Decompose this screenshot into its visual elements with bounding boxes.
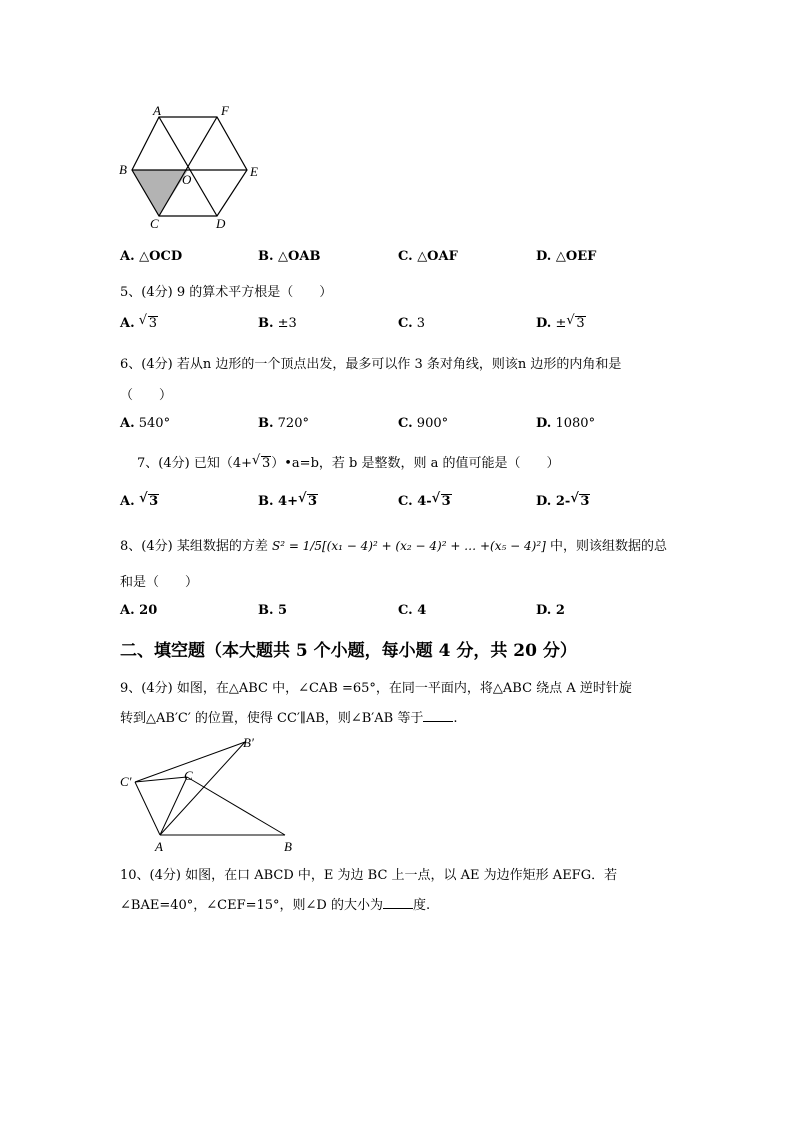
sqrt-expression: √ 3 bbox=[138, 313, 158, 331]
variance-formula: S² = 1/5[(x₁ − 4)² + (x₂ − 4)² + … +(x₅ − 4)²] bbox=[271, 539, 546, 553]
option-letter: A. bbox=[120, 249, 135, 264]
option-text: 900° bbox=[416, 416, 449, 431]
option-prefix: 2- bbox=[555, 494, 571, 509]
q7-option-c bbox=[398, 491, 452, 509]
label-d: D bbox=[216, 216, 226, 231]
q8-option-b bbox=[258, 603, 287, 618]
segment-ac-prime bbox=[135, 782, 160, 835]
option-letter: D. bbox=[536, 249, 552, 264]
option-letter: D. bbox=[536, 603, 552, 618]
radicand: 3 bbox=[441, 494, 451, 509]
segment-ab-prime bbox=[160, 742, 245, 835]
stem-part: ）•a=b，若 b 是整数，则 a 的值可能是（ ） bbox=[271, 456, 560, 471]
option-text: △OCD bbox=[139, 249, 183, 264]
section-title: 二、填空题（本大题共 5 个小题，每小题 4 分，共 20 分） bbox=[120, 641, 577, 661]
sqrt-expression: √ 3 bbox=[431, 491, 451, 509]
option-text: 720° bbox=[277, 416, 309, 431]
q8-option-c bbox=[398, 603, 426, 618]
rotation-figure bbox=[115, 733, 305, 858]
option-text: △OAF bbox=[417, 249, 458, 264]
option-letter: D. bbox=[536, 316, 552, 331]
stem-part: 8、(4分) 某组数据的方差 bbox=[120, 539, 268, 554]
q9-stem-line1: 9、(4分) 如图，在△ABC 中，∠CAB =65°，在同一平面内，将△ABC 绕点 A 逆时针旋 bbox=[120, 681, 632, 696]
q5-option-a bbox=[120, 313, 158, 331]
stem-part: 度. bbox=[413, 898, 431, 913]
q7-stem bbox=[137, 452, 560, 471]
radicand: 3 bbox=[580, 494, 590, 509]
segment-ac bbox=[160, 777, 187, 835]
option-prefix: ± bbox=[555, 316, 567, 331]
option-text: 5 bbox=[278, 603, 288, 618]
hexagon-figure bbox=[110, 100, 270, 235]
label-o: O bbox=[182, 172, 192, 187]
stem-part: 中，则该组数据的总 bbox=[549, 539, 667, 554]
label-f: F bbox=[221, 103, 229, 118]
option-letter: C. bbox=[398, 316, 413, 331]
radicand: 3 bbox=[576, 316, 585, 331]
option-letter: B. bbox=[258, 416, 274, 431]
q6-option-b bbox=[258, 416, 309, 431]
answer-blank[interactable] bbox=[423, 721, 453, 722]
q8-option-d bbox=[536, 603, 565, 618]
label-a: A bbox=[155, 839, 163, 854]
stem-part: 转到△AB′C′ 的位置，使得 CC′∥AB，则∠B′AB 等于 bbox=[120, 711, 424, 726]
q7-option-a bbox=[120, 491, 159, 509]
q6-option-d bbox=[536, 416, 595, 431]
radicand: 3 bbox=[148, 316, 158, 331]
option-letter: B. bbox=[258, 603, 274, 618]
q5-option-b bbox=[258, 316, 297, 331]
option-letter: D. bbox=[536, 494, 552, 509]
q9-stem-line2 bbox=[120, 707, 457, 726]
option-letter: C. bbox=[398, 416, 413, 431]
option-letter: C. bbox=[398, 603, 413, 618]
label-c: C bbox=[150, 216, 159, 231]
radicand: 3 bbox=[261, 456, 271, 471]
option-letter: C. bbox=[398, 249, 413, 264]
q4-option-c bbox=[398, 249, 458, 264]
radicand: 3 bbox=[149, 494, 159, 509]
label-e: E bbox=[250, 164, 258, 179]
label-b: B bbox=[119, 162, 127, 177]
label-c-prime: C′ bbox=[120, 774, 132, 789]
q6-stem-line2: （ ） bbox=[120, 388, 173, 403]
option-prefix: 4+ bbox=[278, 494, 298, 509]
option-text: ±3 bbox=[277, 316, 297, 331]
q5-option-c bbox=[398, 316, 425, 331]
option-text: 1080° bbox=[555, 416, 596, 431]
option-letter: C. bbox=[398, 494, 413, 509]
q6-stem-line1: 6、(4分) 若从n 边形的一个顶点出发，最多可以作 3 条对角线，则该n 边形的内角和是 bbox=[120, 357, 622, 372]
q4-option-a bbox=[120, 249, 182, 264]
q6-option-a bbox=[120, 416, 170, 431]
option-text: 20 bbox=[139, 603, 158, 618]
q7-option-b bbox=[258, 491, 318, 509]
label-a: A bbox=[153, 103, 161, 118]
radicand: 3 bbox=[308, 494, 318, 509]
sqrt-expression: √ 3 bbox=[570, 491, 590, 509]
q4-option-d bbox=[536, 249, 596, 264]
q5-stem: 5、(4分) 9 的算术平方根是（ ） bbox=[120, 285, 333, 300]
q8-stem-line2: 和是（ ） bbox=[120, 575, 199, 590]
q4-option-b bbox=[258, 249, 320, 264]
option-letter: D. bbox=[536, 416, 552, 431]
segment-cb bbox=[187, 777, 285, 835]
option-letter: A. bbox=[120, 494, 135, 509]
stem-part: 7、(4分) 已知（4+ bbox=[137, 456, 252, 471]
q8-stem-line1 bbox=[120, 535, 667, 554]
q10-stem-line2 bbox=[120, 894, 430, 913]
answer-blank[interactable] bbox=[383, 908, 413, 909]
label-b: B bbox=[284, 839, 292, 854]
option-text: 4 bbox=[417, 603, 427, 618]
option-letter: B. bbox=[258, 316, 274, 331]
sqrt-expression: √ 3 bbox=[298, 491, 318, 509]
stem-part: ∠BAE=40°，∠CEF=15°，则∠D 的大小为 bbox=[120, 898, 383, 913]
option-letter: A. bbox=[120, 603, 135, 618]
sqrt-expression: √ 3 bbox=[566, 313, 585, 331]
option-letter: B. bbox=[258, 494, 274, 509]
option-text: 3 bbox=[416, 316, 426, 331]
q8-option-a bbox=[120, 603, 157, 618]
option-letter: A. bbox=[120, 316, 135, 331]
shaded-triangle-obc bbox=[132, 170, 188, 216]
option-letter: A. bbox=[120, 416, 135, 431]
stem-part: . bbox=[453, 711, 458, 726]
option-text: △OAB bbox=[278, 249, 321, 264]
sqrt-expression: √ 3 bbox=[139, 491, 159, 509]
hexagon-outline bbox=[132, 117, 247, 216]
sqrt-expression: √ 3 bbox=[251, 453, 271, 471]
q5-option-d bbox=[536, 313, 586, 331]
q7-option-d bbox=[536, 491, 590, 509]
option-text: 540° bbox=[138, 416, 171, 431]
option-text: △OEF bbox=[555, 249, 597, 264]
option-text: 2 bbox=[555, 603, 565, 618]
option-letter: B. bbox=[258, 249, 274, 264]
label-b-prime: B′ bbox=[243, 735, 254, 750]
q6-option-c bbox=[398, 416, 448, 431]
label-c: C bbox=[184, 768, 193, 783]
q10-stem-line1: 10、(4分) 如图，在口 ABCD 中，E 为边 BC 上一点，以 AE 为边作矩形 AEFG．若 bbox=[120, 868, 618, 883]
option-prefix: 4- bbox=[417, 494, 432, 509]
